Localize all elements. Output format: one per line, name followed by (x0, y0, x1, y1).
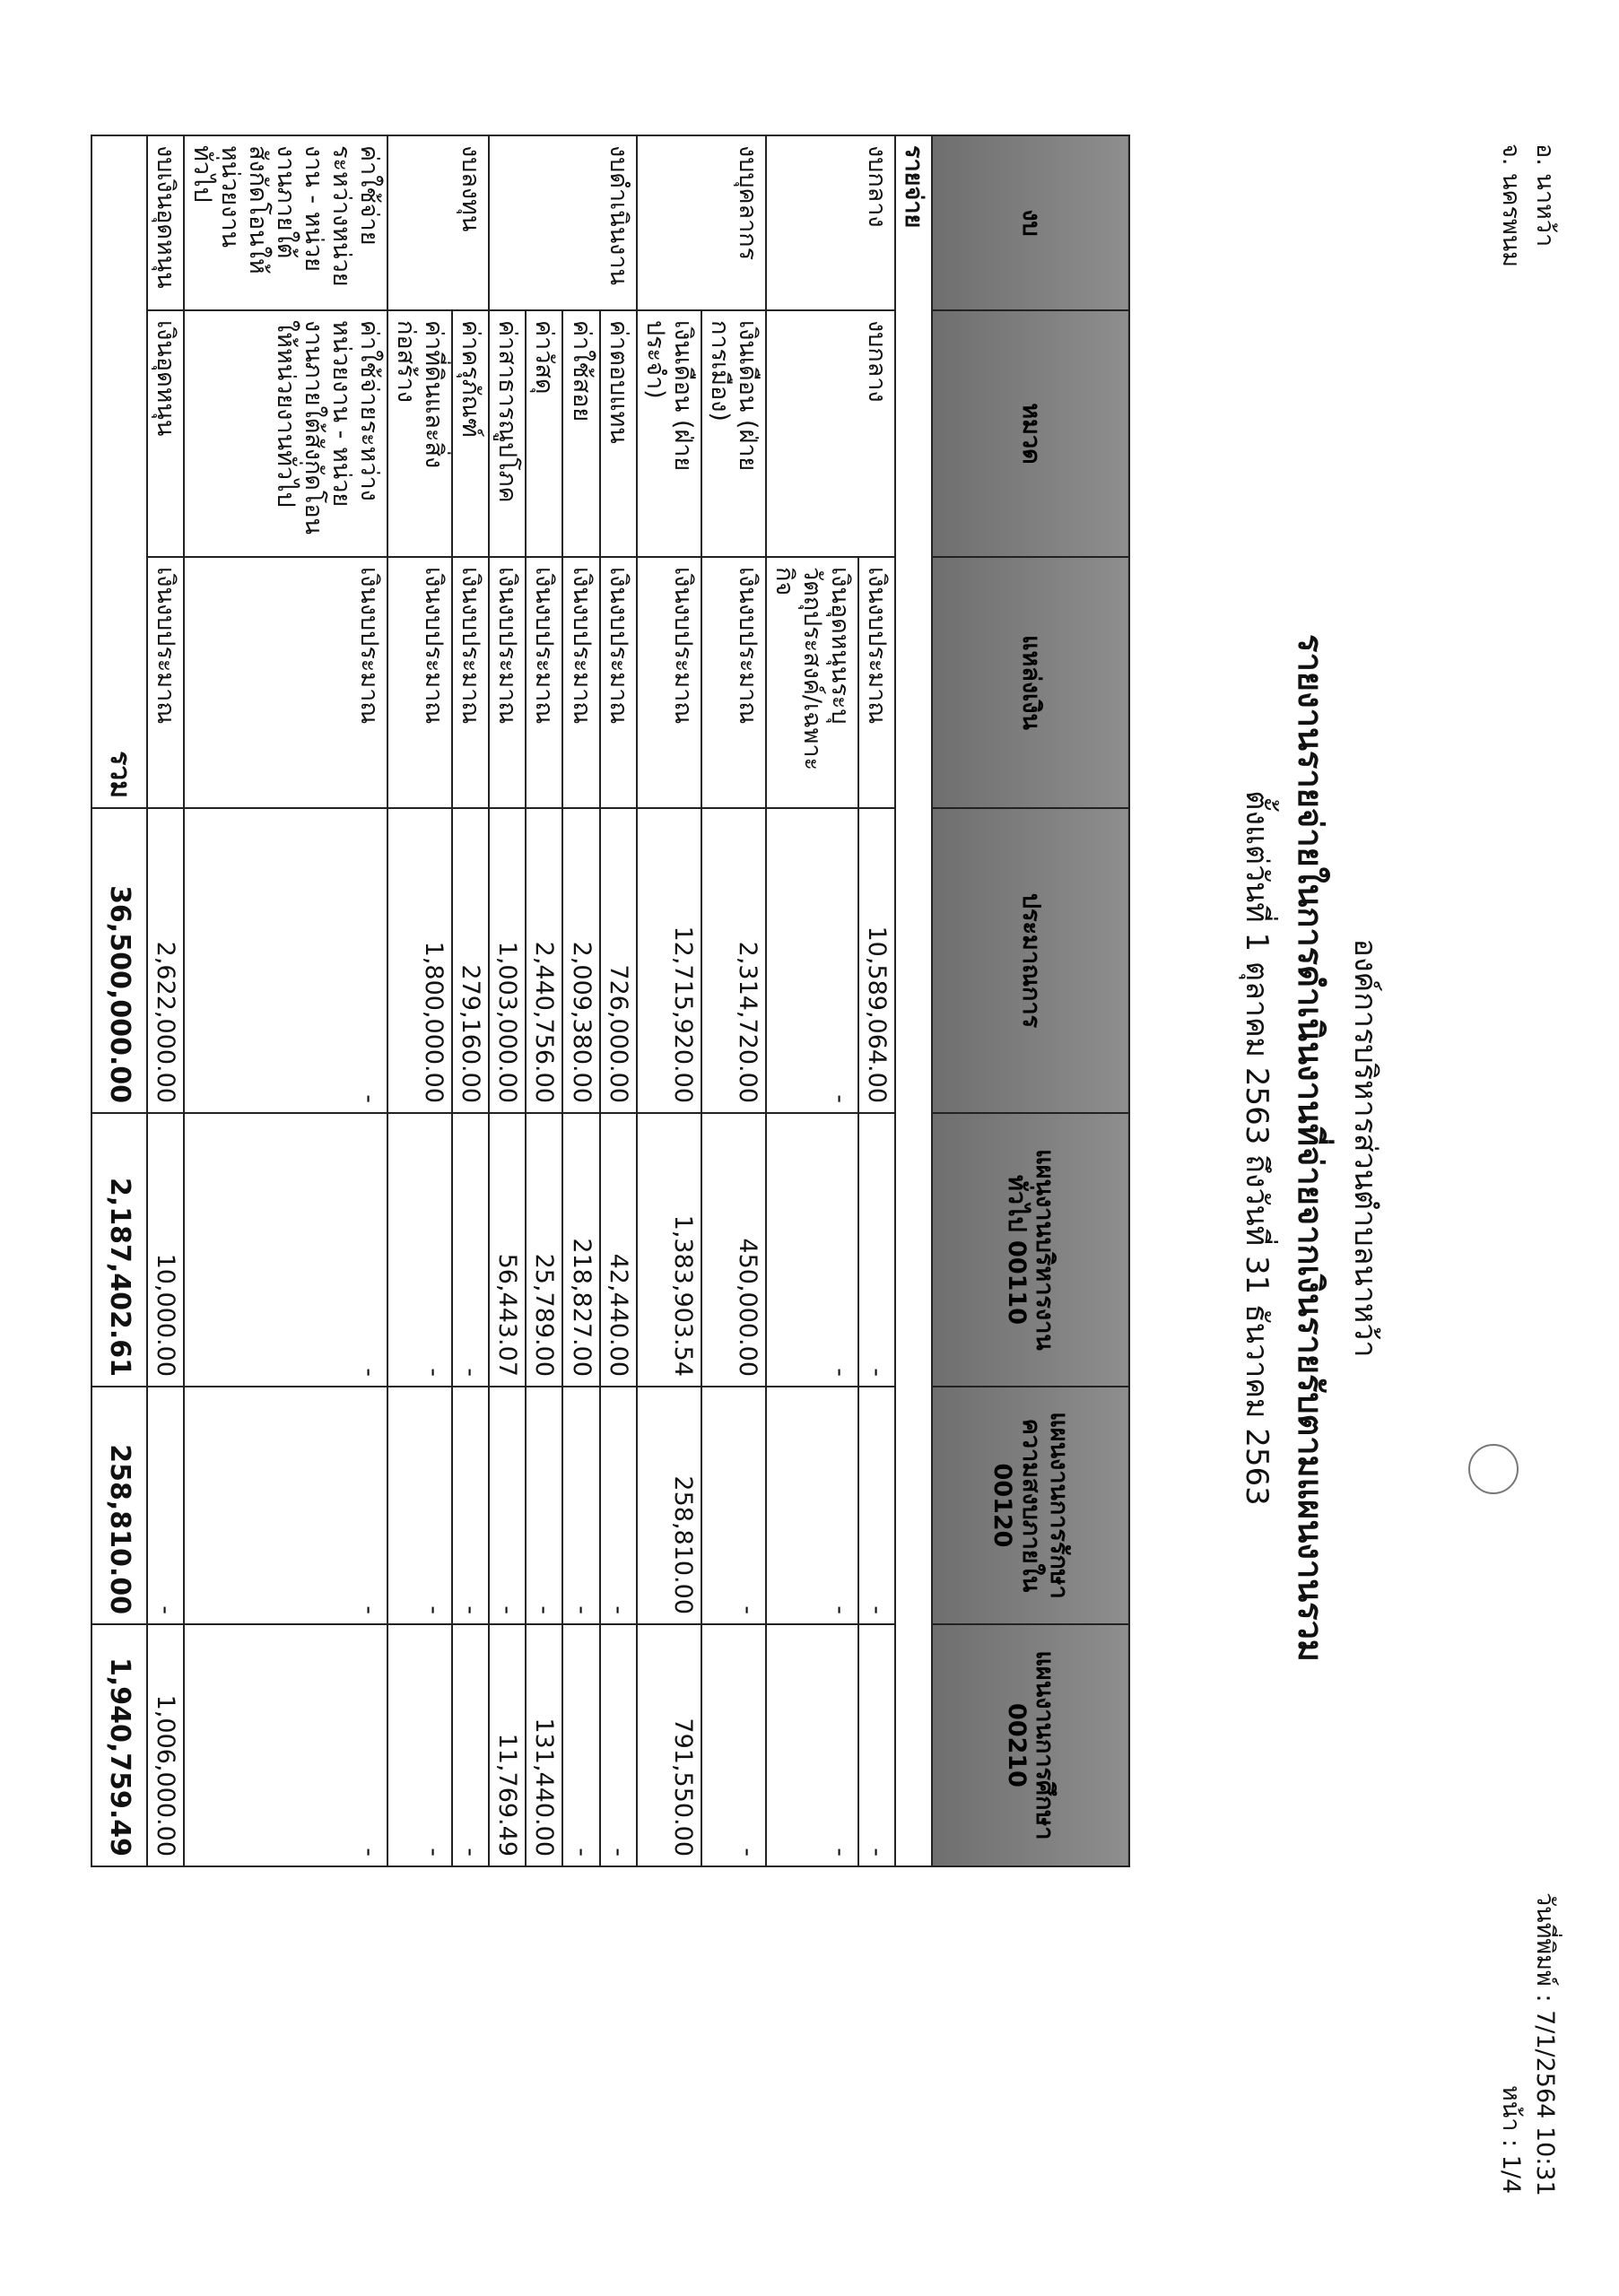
category-cell: ค่าวัสดุ (526, 310, 562, 557)
table-row (147, 135, 184, 1866)
total-plan-00120: 258,810.00 (91, 1387, 147, 1624)
category-cell: เงินเดือน (ฝ่ายการเมือง) (701, 310, 766, 557)
table-row (452, 135, 489, 1866)
plan-00210-cell: 1,006,000.00 (147, 1624, 184, 1866)
category-cell: ค่าที่ดินและสิ่งก่อสร้าง (387, 310, 452, 557)
source-cell: เงินงบประมาณ (387, 557, 452, 808)
estimate-cell: 10,589,064.00 (858, 808, 895, 1113)
group-cell: งบดำเนินงาน (489, 135, 636, 310)
estimate-cell: 279,160.00 (452, 808, 489, 1113)
table-row (526, 135, 562, 1866)
plan-00110-cell: 450,000.00 (701, 1113, 766, 1387)
group-cell: งบบุคลากร (637, 135, 766, 310)
plan-00210-cell: - (452, 1624, 489, 1866)
plan-00210-cell: - (387, 1624, 452, 1866)
plan-00110-cell: - (766, 1113, 858, 1387)
source-cell: เงินงบประมาณ (489, 557, 526, 808)
report-title: รายงานรายจ่ายในการดำเนินงานที่จ่ายจากเงินรายรับตามแผนงานรวม (1291, 634, 1330, 1662)
section-label: รายจ่าย (895, 135, 932, 1866)
estimate-cell: - (184, 808, 387, 1113)
source-cell: เงินงบประมาณ (147, 557, 184, 808)
estimate-cell: 2,009,380.00 (562, 808, 599, 1113)
stamp-circle-icon (1468, 1444, 1519, 1494)
source-cell: เงินงบประมาณ (701, 557, 766, 808)
plan-00110-cell: - (452, 1113, 489, 1387)
plan-00210-cell: - (184, 1624, 387, 1866)
estimate-cell: 2,622,000.00 (147, 808, 184, 1113)
plan-00120-cell: - (701, 1387, 766, 1624)
estimate-cell: 2,314,720.00 (701, 808, 766, 1113)
source-cell: เงินงบประมาณ (858, 557, 895, 808)
province-label: จ. นครพนม (1497, 144, 1525, 268)
plan-00210-cell: 11,769.49 (489, 1624, 526, 1866)
plan-00120-cell: - (600, 1387, 637, 1624)
table-row (489, 135, 526, 1866)
source-cell: เงินงบประมาณ (600, 557, 637, 808)
plan-00110-cell: - (184, 1113, 387, 1387)
plan-00110-cell: 56,443.07 (489, 1113, 526, 1387)
group-cell: งบกลาง (766, 135, 895, 310)
plan-00210-cell: - (600, 1624, 637, 1866)
total-estimate: 36,500,000.00 (91, 808, 147, 1113)
organization-name: องค์การบริหารส่วนตำบลนาหว้า (1347, 938, 1383, 1358)
group-cell: งบเงินอุดหนุน (147, 135, 184, 310)
column-header: แผนงานบริหารงานทั่วไป 00110 (932, 1113, 1129, 1387)
column-header: งบ (932, 135, 1129, 310)
category-cell: งบกลาง (766, 310, 895, 557)
estimate-cell: - (766, 808, 858, 1113)
source-cell: เงินงบประมาณ (637, 557, 701, 808)
plan-00210-cell: - (766, 1624, 858, 1866)
plan-00110-cell: 25,789.00 (526, 1113, 562, 1387)
plan-00110-cell: - (858, 1113, 895, 1387)
column-header: แหล่งเงิน (932, 557, 1129, 808)
table-row (637, 135, 701, 1866)
column-header: แผนงานการศึกษา 00210 (932, 1624, 1129, 1866)
table-row (184, 135, 387, 1866)
plan-00120-cell: - (184, 1387, 387, 1624)
title-block (1233, 0, 1390, 2296)
source-cell: เงินงบประมาณ (184, 557, 387, 808)
group-cell: ค่าใช้จ่ายระหว่างหน่วยงาน - หน่วยงานภายใต้สังกัดโอนให้หน่วยงานทั่วไป (184, 135, 387, 310)
source-cell: เงินงบประมาณ (452, 557, 489, 808)
report-period: ตั้งแต่วันที่ 1 ตุลาคม 2563 ถึงวันที่ 31 ธันวาคม 2563 (1239, 790, 1275, 1506)
expense-table (91, 135, 1130, 1867)
district-label: อ. นาหว้า (1531, 144, 1559, 248)
estimate-cell: 1,003,000.00 (489, 808, 526, 1113)
plan-00120-cell: 258,810.00 (637, 1387, 701, 1624)
total-row (91, 135, 147, 1866)
plan-00120-cell: - (526, 1387, 562, 1624)
plan-00110-cell: 218,827.00 (562, 1113, 599, 1387)
plan-00210-cell: 791,550.00 (637, 1624, 701, 1866)
plan-00120-cell: - (387, 1387, 452, 1624)
category-cell: ค่าตอบแทน (600, 310, 637, 557)
plan-00210-cell: - (701, 1624, 766, 1866)
category-cell: เงินเดือน (ฝ่ายประจำ) (637, 310, 701, 557)
source-cell: เงินงบประมาณ (526, 557, 562, 808)
plan-00210-cell: 131,440.00 (526, 1624, 562, 1866)
table-row (858, 135, 895, 1866)
page-number: หน้า : 1/4 (1497, 2085, 1525, 2195)
column-header: หมวด (932, 310, 1129, 557)
total-plan-00210: 1,940,759.49 (91, 1624, 147, 1866)
category-cell: ค่าใช้สอย (562, 310, 599, 557)
table-header-row (932, 135, 1129, 1866)
source-cell: เงินงบประมาณ (562, 557, 599, 808)
table-row (562, 135, 599, 1866)
category-cell: ค่าครุภัณฑ์ (452, 310, 489, 557)
print-date: วันที่พิมพ์ : 7/1/2564 10:31 (1531, 1892, 1559, 2196)
plan-00110-cell: - (387, 1113, 452, 1387)
expense-table-wrapper (91, 135, 1130, 1867)
plan-00120-cell: - (489, 1387, 526, 1624)
total-label: รวม (91, 135, 147, 808)
column-header: ประมาณการ (932, 808, 1129, 1113)
plan-00110-cell: 10,000.00 (147, 1113, 184, 1387)
column-header: แผนงานการรักษาความสงบภายใน 00120 (932, 1387, 1129, 1624)
category-cell: ค่าใช้จ่ายระหว่างหน่วยงาน - หน่วยงานภายใต้สังกัดโอนให้หน่วยงานทั่วไป (184, 310, 387, 557)
plan-00110-cell: 1,383,903.54 (637, 1113, 701, 1387)
estimate-cell: 2,440,756.00 (526, 808, 562, 1113)
category-cell: เงินอุดหนุน (147, 310, 184, 557)
estimate-cell: 726,000.00 (600, 808, 637, 1113)
plan-00210-cell: - (562, 1624, 599, 1866)
estimate-cell: 12,715,920.00 (637, 808, 701, 1113)
plan-00120-cell: - (562, 1387, 599, 1624)
plan-00120-cell: - (452, 1387, 489, 1624)
table-row (600, 135, 637, 1866)
group-cell: งบลงทุน (387, 135, 489, 310)
plan-00120-cell: - (766, 1387, 858, 1624)
table-row (701, 135, 766, 1866)
plan-00120-cell: - (147, 1387, 184, 1624)
estimate-cell: 1,800,000.00 (387, 808, 452, 1113)
plan-00120-cell: - (858, 1387, 895, 1624)
plan-00210-cell: - (858, 1624, 895, 1866)
table-row (387, 135, 452, 1866)
source-cell: เงินอุดหนุนระบุวัตถุประสงค์/เฉพาะกิจ (766, 557, 858, 808)
total-plan-00110: 2,187,402.61 (91, 1113, 147, 1387)
plan-00110-cell: 42,440.00 (600, 1113, 637, 1387)
category-cell: ค่าสาธารณูปโภค (489, 310, 526, 557)
section-row (895, 135, 932, 1866)
